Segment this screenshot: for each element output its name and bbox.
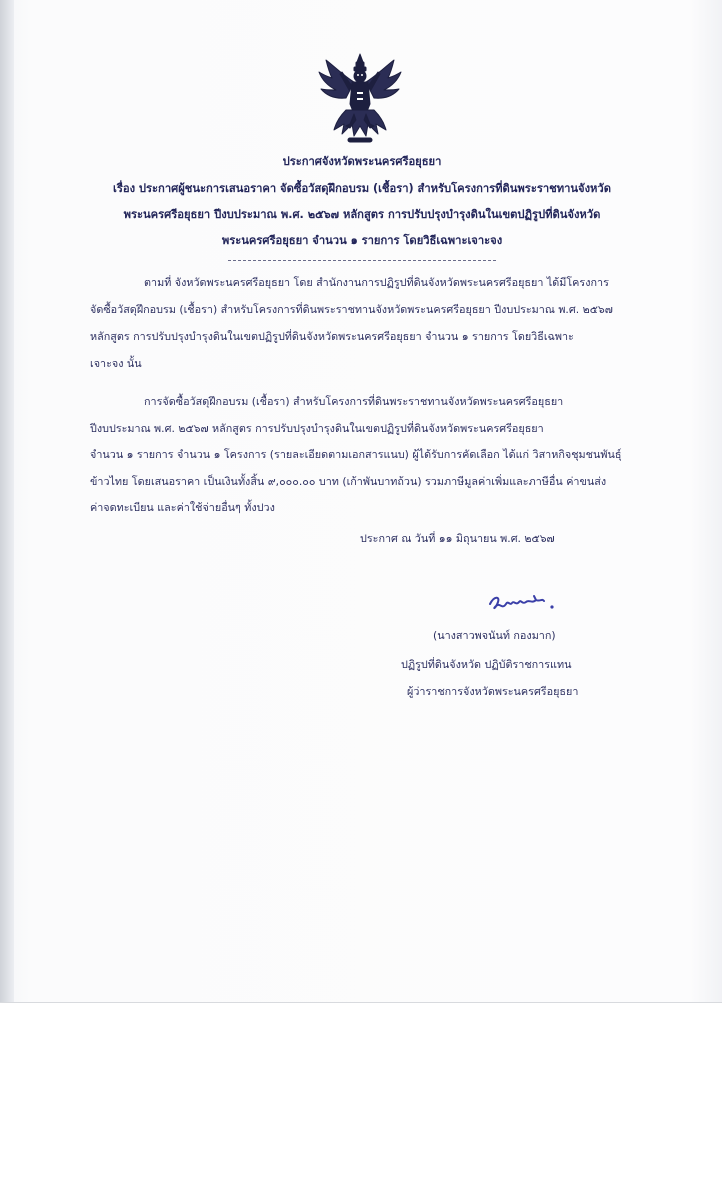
paragraph-1-line-1: ตามที่ จังหวัดพระนครศรีอยุธยา โดย สำนักงานการปฏิรูปที่ดินจังหวัดพระนครศรีอยุธยา ได้มีโครงการ [144, 276, 609, 289]
paragraph-2-line-1: การจัดซื้อวัสดุฝึกอบรม (เชื้อรา) สำหรับโครงการที่ดินพระราชทานจังหวัดพระนครศรีอยุธยา [144, 395, 564, 408]
paragraph-2-line-2: ปีงบประมาณ พ.ศ. ๒๕๖๗ หลักสูตร การปรับปรุงบำรุงดินในเขตปฏิรูปที่ดินจังหวัดพระนครศรีอยุธยา [90, 422, 544, 435]
signatory-position-1: ปฏิรูปที่ดินจังหวัด ปฏิบัติราชการแทน [401, 658, 572, 671]
subject-line-3: พระนครศรีอยุธยา จำนวน ๑ รายการ โดยวิธีเฉพาะเจาะจง [221, 234, 503, 247]
scan-shadow-edge [0, 0, 14, 1002]
subject-line-2: พระนครศรีอยุธยา ปีงบประมาณ พ.ศ. ๒๕๖๗ หลักสูตร การปรับปรุงบำรุงดินในเขตปฏิรูปที่ดินจังหวัด [123, 208, 601, 221]
paragraph-1-line-4: เจาะจง นั้น [90, 357, 142, 370]
signatory-position-2: ผู้ว่าราชการจังหวัดพระนครศรีอยุธยา [407, 685, 579, 698]
paragraph-2-line-5: ค่าจดทะเบียน และค่าใช้จ่ายอื่นๆ ทั้งปวง [90, 501, 275, 514]
header-divider [228, 260, 496, 261]
paragraph-2-line-3: จำนวน ๑ รายการ จำนวน ๑ โครงการ (รายละเอียดตามเอกสารแนบ) ผู้ได้รับการคัดเลือก ได้แก่ วิสาหกิจชุมชนพันธุ์ [90, 448, 622, 461]
announcement-agency: ประกาศจังหวัดพระนครศรีอยุธยา [282, 155, 442, 168]
announcement-date: ประกาศ ณ วันที่ ๑๑ มิถุนายน พ.ศ. ๒๕๖๗ [360, 532, 555, 545]
handwritten-signature [486, 590, 570, 616]
subject-line-1: เรื่อง ประกาศผู้ชนะการเสนอราคา จัดซื้อวัสดุฝึกอบรม (เชื้อรา) สำหรับโครงการที่ดินพระราชทานจังหวัด [113, 182, 611, 195]
paragraph-1-line-2: จัดซื้อวัสดุฝึกอบรม (เชื้อรา) สำหรับโครงการที่ดินพระราชทานจังหวัดพระนครศรีอยุธยา ปีงบประมาณ พ.ศ. ๒๕๖๗ [90, 303, 613, 316]
garuda-emblem-icon [316, 52, 404, 146]
paragraph-2-line-4: ข้าวไทย โดยเสนอราคา เป็นเงินทั้งสิ้น ๙,๐๐๐.๐๐ บาท (เก้าพันบาทถ้วน) รวมภาษีมูลค่าเพิ่มและภาษีอื่น ค่าขนส่ง [90, 475, 607, 488]
paragraph-1-line-3: หลักสูตร การปรับปรุงบำรุงดินในเขตปฏิรูปที่ดินจังหวัดพระนครศรีอยุธยา จำนวน ๑ รายการ โดยวิธีเฉพาะ [90, 330, 574, 343]
signatory-name: (นางสาวพจนันท์ กองมาก) [433, 629, 556, 642]
